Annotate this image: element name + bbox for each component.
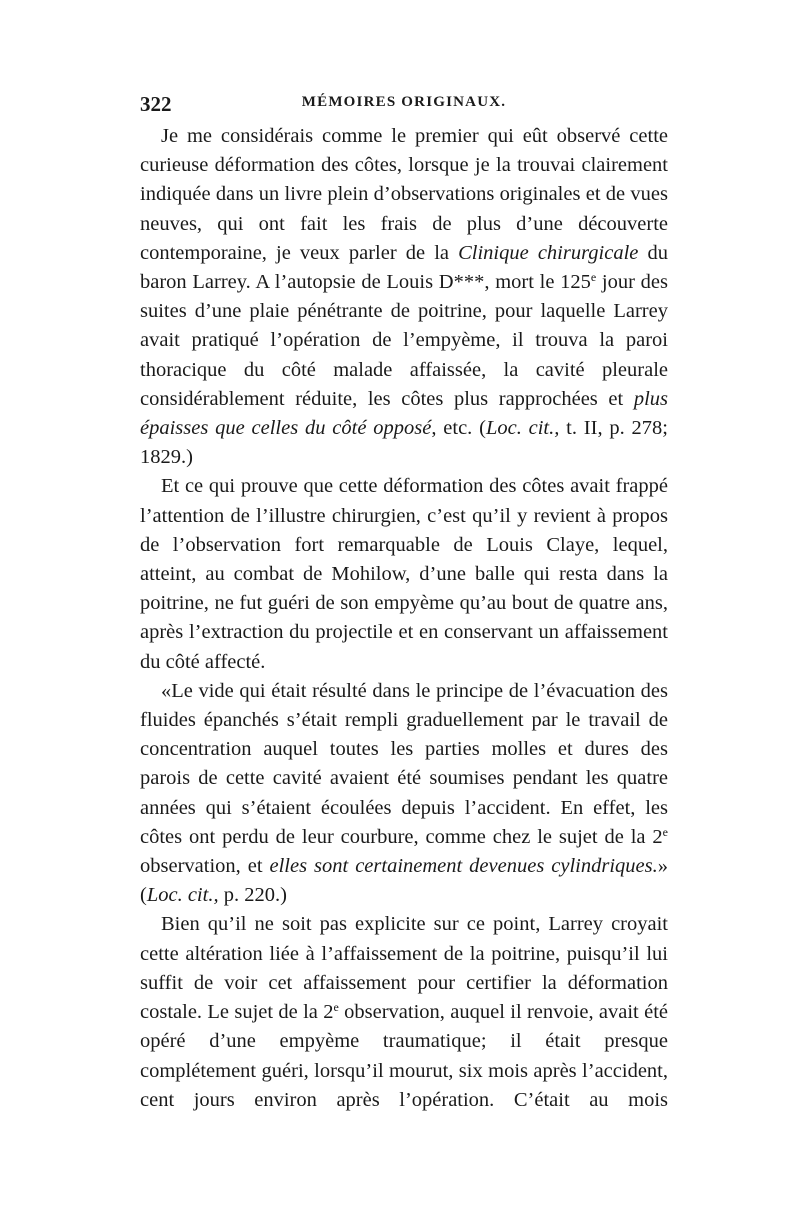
book-page bbox=[140, 92, 668, 1115]
text-span: p. 220.) bbox=[218, 884, 287, 907]
superscript: e bbox=[590, 270, 597, 285]
page-number: 322 bbox=[140, 92, 172, 116]
italic-span: Loc. cit., bbox=[146, 884, 219, 907]
italic-span: Loc. cit., bbox=[485, 417, 560, 440]
paragraph-3 bbox=[140, 677, 668, 911]
page-header bbox=[140, 92, 668, 122]
text-span: Bien qu’il ne soit pas explicite sur ce point, Larrey croyait cette altération liée à l’affaissement de la poitrine, puisqu’il lui suffit de voir cet affaissement pour certifier la déformation costale. Le sujet de la 2 bbox=[140, 913, 668, 1024]
body-text bbox=[140, 122, 668, 1115]
text-span: observation, et bbox=[140, 855, 270, 878]
text-span: du baron Larrey. A l’autopsie de Louis D***, mort le 125 bbox=[140, 241, 669, 294]
text-span: , etc. ( bbox=[431, 417, 486, 440]
text-span: jour des suites d’une plaie pénétrante de poitrine, pour laquelle Larrey avait pratiqué l’opération de l’empyème, il trouva la paroi thoracique du côté malade affaissée, la cavité pleurale considérablement réduite, les côtes plus rapprochées et bbox=[140, 271, 668, 410]
italic-span: Clinique chirurgicale bbox=[458, 241, 639, 264]
running-head: MÉMOIRES ORIGINAUX. bbox=[301, 94, 507, 110]
text-span: t. II, p. 278; 1829.) bbox=[140, 417, 668, 469]
italic-span: plus épaisses que celles du côté opposé bbox=[140, 387, 668, 440]
paragraph-4 bbox=[140, 910, 668, 1114]
text-span: Et ce qui prouve que cette déformation des côtes avait frappé l’attention de l’illustre chirurgien, c’est qu’il y revient à propos de l’observation fort remarquable de Louis Claye, lequel, atteint, au combat de Mohilow, d’une balle qui resta dans la poitrine, ne fut guéri de son empyème qu’au bout de quatre ans, après l’extraction du projectile et en conservant un affaissement du côté affecté. bbox=[140, 475, 668, 673]
text-span: » ( bbox=[140, 855, 668, 907]
text-span: «Le vide qui était résulté dans le principe de l’évacuation des fluides épanchés s’était rempli graduellement par le travail de concentration auquel toutes les parties molles et dures des parois de cette cavité avaient été soumises pendant les quatre années qui s’étaient écoulées depuis l’accident. En effet, les côtes ont perdu de leur courbure, comme chez le sujet de la 2 bbox=[140, 679, 668, 848]
superscript: e bbox=[333, 1000, 339, 1015]
paragraph-1 bbox=[140, 122, 668, 472]
text-span: Je me considérais comme le premier qui eût observé cette curieuse déformation des côtes, lorsque je la trouvai clairement indiquée dans un livre plein d’observations originales et de vues neuves, qui ont fait les frais de plus d’une découverte contemporaine, je veux parler de la bbox=[140, 125, 668, 264]
italic-span: elles sont certainement devenues cylindriques. bbox=[269, 855, 658, 878]
paragraph-2 bbox=[140, 472, 668, 676]
superscript: e bbox=[662, 824, 668, 839]
text-span: observation, auquel il renvoie, avait été opéré d’une empyème traumatique; il était presque complétement guéri, lorsqu’il mourut, six mois après l’accident, cent jours environ après l’opération. C’était au mois bbox=[140, 1001, 668, 1111]
